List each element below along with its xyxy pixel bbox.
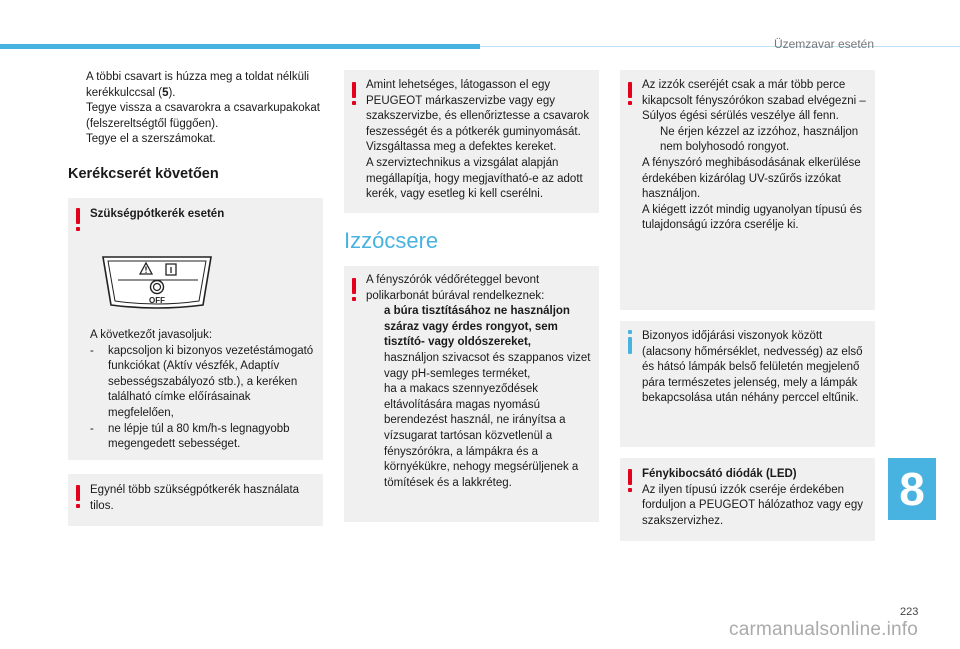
warning-icon — [352, 278, 356, 294]
warning-icon — [76, 208, 80, 224]
chapter-tab: 8 — [888, 458, 936, 520]
condensation-info-box — [620, 321, 875, 447]
list-item: Tegye vissza a csavarokra a csavarkupakokat (felszereltségtől függően). — [86, 102, 320, 130]
page-number: 223 — [900, 606, 919, 618]
watermark: carmanualsonline.info — [729, 619, 919, 640]
info-icon — [628, 337, 632, 354]
box-body: Egynél több szükségpótkerék használata tilos. — [90, 484, 300, 512]
section-title: Üzemzavar esetén — [773, 37, 874, 51]
service-visit-box — [344, 70, 599, 213]
box-body: Fénykibocsátó diódák (LED) Az ilyen típusú izzók cseréje érdekében forduljon a PEUGEOT hálózathoz vagy egy szakszervizhez. — [642, 468, 863, 527]
warning-icon — [76, 485, 80, 501]
multiple-spare-warning-box — [68, 474, 323, 526]
list-item: ha a makacs szennyeződések eltávolítására magas nyomású berendezést használ, ne irányítsa a vízsugarat tartósan közvetlenül a fényszórókra, a lámpákra és a környékükre, nehogy megsérüljenek a tömítések és a lakkréteg. — [384, 383, 579, 489]
box-body: Amint lehetséges, látogasson el egy PEUGEOT márkaszervizbe vagy egy szakszervizbe, és ellenőriztesse a csavarok feszességét és a pótkerék guminyomását. Vizsgáltassa meg a defektes kereket. A szerviztechnikus a vizsgálat alapján megállapítja, hogy megjavítható-e az adott kerék, vagy esetleg ki kell cserélni. — [366, 79, 590, 201]
warning-icon — [628, 469, 632, 485]
box-body: Bizonyos időjárási viszonyok között (alacsony hőmérséklet, nedvesség) az első és hátsó lámpák belső felületén megjelenő pára természetes jelenség, mely a lámpák bekapcsolása után néhány perccel eltűnik. — [642, 330, 863, 405]
warning-icon — [628, 82, 632, 98]
header-rule — [480, 46, 960, 47]
box-body: A következőt javasoljuk: - kapcsoljon ki bizonyos vezetéstámogató funkciókat (Aktív vészfék, Adaptív sebességszabályozó stb.), a keréken található címke előírásainak megfelelően, - ne lépje túl a 80 km/h-s legnagyobb megengedett sebességet. — [90, 328, 315, 453]
led-info-box — [620, 458, 875, 541]
heading-after-wheel-change: Kerékcserét követően — [68, 166, 219, 182]
list-item: Tegye el a szerszámokat. — [86, 133, 216, 146]
box-body: Az izzók cseréjét csak a már több perce kikapcsolt fényszórókon szabad elvégezni – Súlyos égési sérülés veszélye áll fenn. Ne érjen kézzel az izzóhoz, használjon nem bolyhosodó rongyot. A fényszóró meghibásodásának elkerülése érdekében kizárólag UV-szűrős izzókat használjon. A kiégett izzót mindig ugyanolyan típusú és tulajdonságú izzóra cserélje ki. — [642, 79, 866, 232]
col1-top-list — [68, 70, 324, 148]
list-item: - kapcsoljon ki bizonyos vezetéstámogató funkciókat (Aktív vészfék, Adaptív sebességszabályozó stb.), a keréken található címke előírásainak megfelelően, — [90, 344, 314, 419]
list-item: Ne érjen kézzel az izzóhoz, használjon nem bolyhosodó rongyot. — [660, 125, 859, 154]
dashboard-warning-panel-icon — [100, 253, 214, 311]
list-item: A többi csavart is húzza meg a toldat nélküli kerékkulccsal (5). — [86, 71, 310, 99]
list-item: használjon szivacsot és szappanos vizet vagy pH-semleges terméket, — [384, 351, 591, 380]
list-item: a búra tisztításához ne használjon száraz vagy érdes rongyot, sem tisztító- vagy oldószereket, — [384, 305, 570, 349]
headlamp-cleaning-box — [344, 266, 599, 522]
bulb-handling-box — [620, 70, 875, 310]
list-item: - ne lépje túl a 80 km/h-s legnagyobb megengedett sebességet. — [90, 422, 290, 451]
warning-icon — [352, 82, 356, 98]
heading-bulb-replacement: Izzócsere — [344, 228, 439, 253]
box-title: Szükségpótkerék esetén — [90, 208, 225, 220]
box-body: A fényszórók védőréteggel bevont polikarbonát búrával rendelkeznek: a búra tisztításához ne használjon száraz vagy érdes rongyot, sem tisztító- vagy oldószereket, használjon szivacsot és szappanos vizet vagy pH-semleges terméket, ha a makacs szennyeződések eltávolítására magas nyomású berendezést használ, ne irányítsa a vízsugarat tartósan közvetlenül a fényszórókra, a lámpákra és a környékükre, nehogy megsérüljenek a tömítések és a lakkréteg. — [366, 273, 591, 491]
spare-wheel-box — [68, 198, 323, 460]
off-label: OFF — [149, 296, 165, 305]
header-accent-bar — [0, 44, 480, 49]
